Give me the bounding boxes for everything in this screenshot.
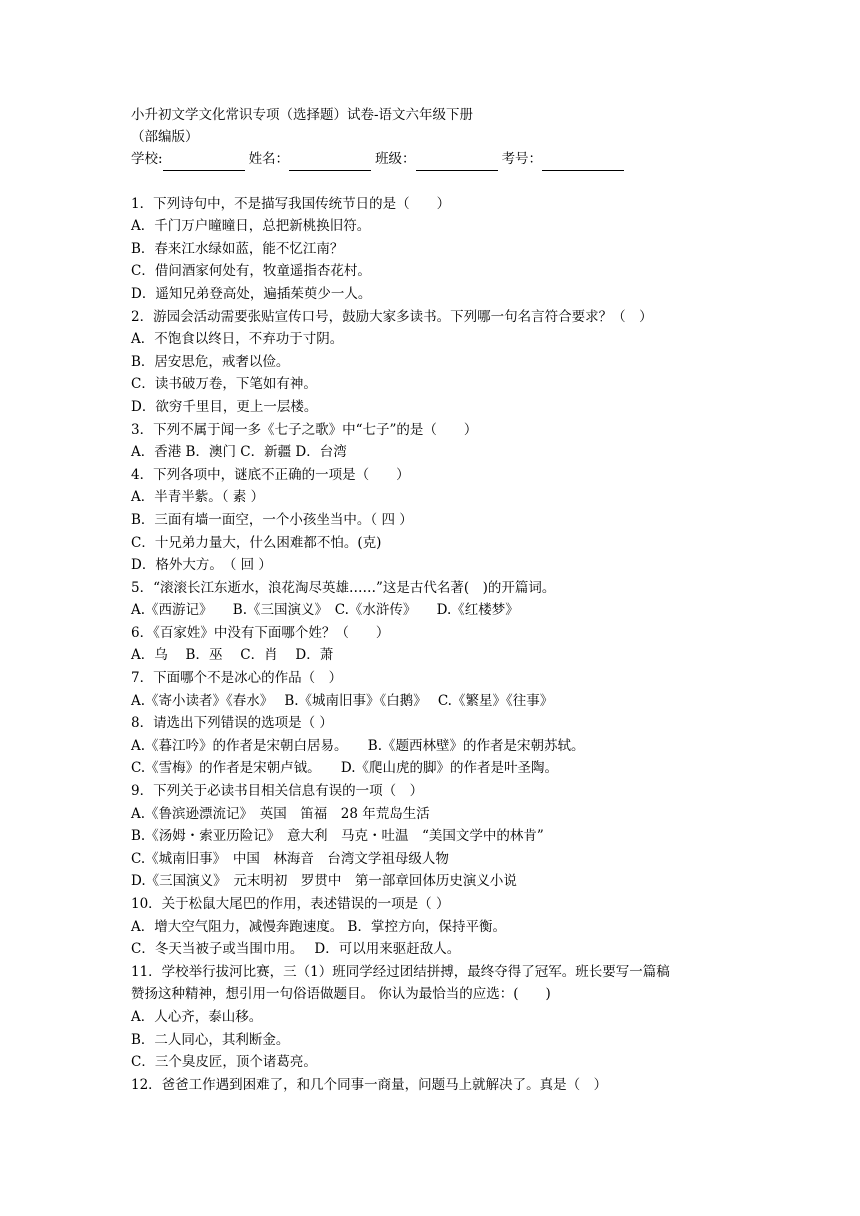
question-4-option-c: C．十兄弟力量大，什么困难都不怕。(克) [131, 534, 382, 551]
question-9-option-c: C.《城南旧事》 中国 林海音 台湾文学祖母级人物 [131, 850, 449, 867]
question-9-option-b: B.《汤姆・索亚历险记》 意大利 马克・吐温 “美国文学中的林肯” [131, 828, 544, 845]
question-3-options: A．香港 B．澳门 C．新疆 D．台湾 [131, 444, 347, 461]
class-blank[interactable] [416, 156, 498, 171]
exam-title-line-1: 小升初文学文化常识专项（选择题）试卷-语文六年级下册 [131, 107, 474, 123]
header-spacer [131, 171, 741, 193]
question-6-options: A．乌 B．巫 C．肖 D．萧 [131, 647, 334, 664]
question-2-option-d: D．欲穷千里目，更上一层楼。 [131, 398, 318, 415]
question-9-option-d: D.《三国演义》 元末明初 罗贯中 第一部章回体历史演义小说 [131, 873, 517, 890]
question-12-stem: 12．爸爸工作遇到困难了，和几个同事一商量，问题马上就解决了。真是（ ） [131, 1076, 608, 1093]
exam-number-label: 考号： [501, 151, 543, 167]
question-3-stem: 3．下列不属于闻一多《七子之歌》中“七子”的是（ ） [131, 421, 478, 438]
question-4-option-a: A．半青半紫。（ 素 ） [131, 489, 265, 506]
question-11-option-b: B．二人同心，其利断金。 [131, 1031, 290, 1048]
question-1-option-d: D．遥知兄弟登高处，遍插茱萸少一人。 [131, 285, 372, 302]
question-8-options-line-2: C.《雪梅》的作者是宋朝卢钺。 D.《爬山虎的脚》的作者是叶圣陶。 [131, 760, 559, 777]
question-1-option-b: B．春来江水绿如蓝，能不忆江南？ [131, 240, 344, 257]
school-label: 学校: [131, 151, 163, 167]
question-9-stem: 9．下列关于必读书目相关信息有误的一项（ ） [131, 783, 424, 800]
name-blank[interactable] [289, 156, 371, 171]
question-7-options: A.《寄小读者》《春水》 B.《城南旧事》《白鹅》 C.《繁星》《往事》 [131, 692, 554, 709]
question-9-option-a: A.《鲁滨逊漂流记》 英国 笛福 28 年荒岛生活 [131, 805, 430, 822]
question-2-option-a: A．不饱食以终日，不弃功于寸阴。 [131, 331, 344, 348]
question-4-option-d: D．格外大方。 （ 回 ） [131, 557, 272, 574]
question-2-option-c: C．读书破万卷，下笔如有神。 [131, 376, 317, 393]
question-5-options: A.《西游记》 B.《三国演义》 C.《水浒传》 D.《红楼梦》 [131, 602, 519, 619]
question-1-stem: 1．下列诗句中，不是描写我国传统节日的是（ ） [131, 195, 451, 212]
question-5-stem: 5．“滚滚长江东逝水，浪花淘尽英雄……”这是古代名著( )的开篇词。 [131, 579, 556, 596]
question-2-option-b: B．居安思危，戒奢以俭。 [131, 353, 290, 370]
question-1-option-c: C．借问酒家何处有，牧童遥指杏花村。 [131, 263, 371, 280]
question-10-options-line-2: C．冬天当被子或当围巾用。 D．可以用来驱赶敌人。 [131, 941, 461, 958]
question-8-options-line-1: A.《暮江吟》的作者是宋朝白居易。 B.《题西林壁》的作者是宋朝苏轼。 [131, 737, 585, 754]
name-label: 姓名： [248, 151, 290, 167]
question-8-stem: 8．请选出下列错误的选项是（ ） [131, 715, 333, 732]
exam-number-blank[interactable] [542, 156, 624, 171]
question-10-options-line-1: A．增大空气阻力，减慢奔跑速度。 B．掌控方向，保持平衡。 [131, 918, 506, 935]
question-2-stem: 2．游园会活动需要张贴宣传口号，鼓励大家多读书。下列哪一句名言符合要求？（ ） [131, 308, 653, 325]
question-11-stem-line-1: 11．学校举行拔河比赛，三（1）班同学经过团结拼搏，最终夺得了冠军。班长要写一篇稿 [131, 963, 670, 980]
question-11-option-a: A．人心齐，泰山移。 [131, 1008, 263, 1025]
question-4-stem: 4．下列各项中，谜底不正确的一项是（ ） [131, 466, 410, 483]
question-1-option-a: A．千门万户曈曈日，总把新桃换旧符。 [131, 218, 371, 235]
question-10-stem: 10．关于松鼠大尾巴的作用，表述错误的一项是（ ） [131, 896, 450, 912]
question-6-stem: 6．《百家姓》中没有下面哪个姓？（ ） [131, 624, 390, 641]
question-11-option-c: C．三个臭皮匠，顶个诸葛亮。 [131, 1054, 317, 1071]
question-11-stem-line-2: 赞扬这种精神，想引用一句俗语做题目。 你认为最恰当的应选：( ) [131, 986, 551, 1003]
exam-title-line-2: （部编版） [131, 129, 199, 145]
class-label: 班级： [375, 151, 416, 167]
question-4-option-b: B．三面有墙一面空，一个小孩坐当中。（ 四 ） [131, 511, 413, 528]
school-blank[interactable] [163, 156, 245, 171]
question-7-stem: 7．下面哪个不是冰心的作品（ ） [131, 670, 343, 687]
student-info-row [131, 148, 741, 171]
exam-content [131, 104, 741, 1096]
